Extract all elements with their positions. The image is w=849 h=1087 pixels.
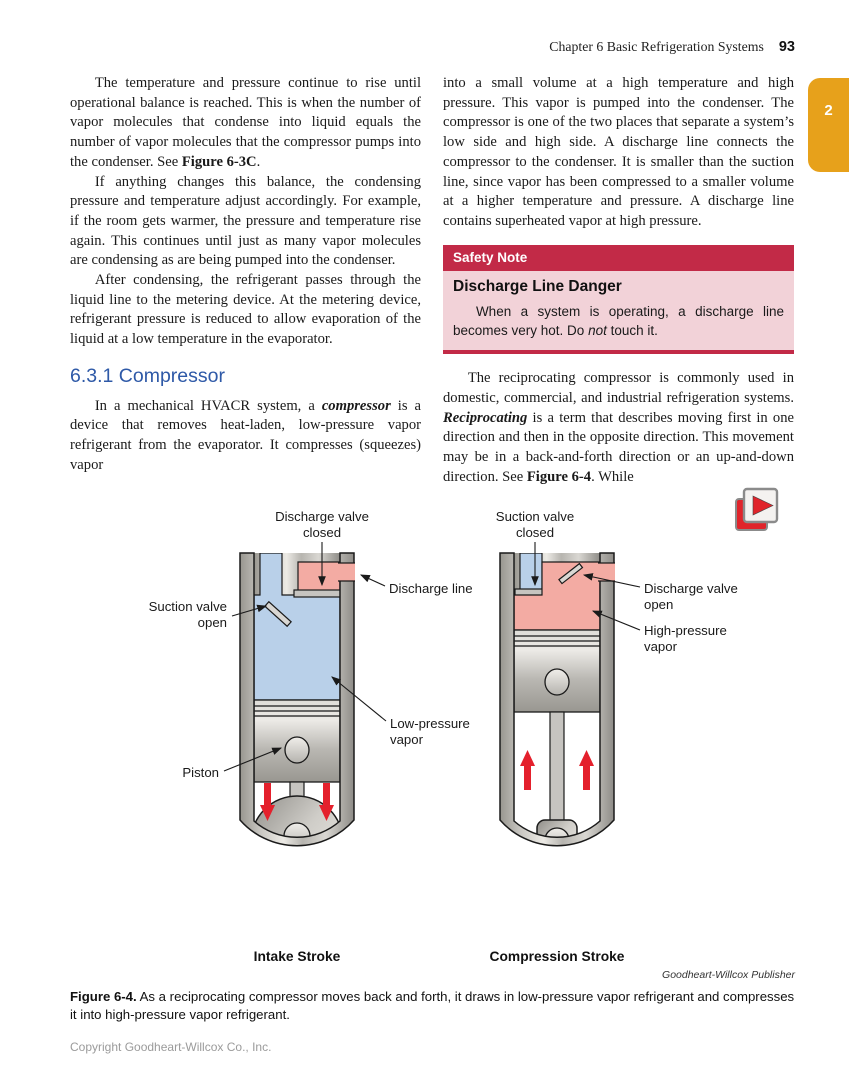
paragraph: In a mechanical HVACR system, a compressor is a device that removes heat-laden, low-pressure vapor refrigerant from the evaporator. It compresses (squeezes) vapor [70, 397, 421, 473]
discharge-valve-closed [294, 590, 341, 597]
chapter-tab-number: 2 [824, 102, 833, 119]
label-discharge-line: Discharge line [389, 581, 473, 596]
label-suction-valve-open: Suction valve [148, 599, 227, 614]
safety-note-kicker: Safety Note [443, 245, 794, 272]
connecting-rod [550, 712, 564, 824]
paragraph: The reciprocating compressor is commonly used in domestic, commercial, and industrial refrigeration systems. Reciprocating is a term that describes moving first in one direction and then in the opposite direction. This movement may be in a back-and-forth direction or an up-and-down direction. See Figure 6-4. While [443, 370, 794, 485]
compressor-diagram [55, 490, 795, 968]
running-header [549, 39, 795, 55]
label-high-pressure-vapor: High-pressure [644, 623, 727, 638]
crank-pin [286, 873, 308, 895]
right-column [443, 74, 794, 488]
safety-note-title: Discharge Line Danger [453, 278, 622, 296]
figure-credit: Goodheart-Willcox Publisher [662, 969, 795, 981]
discharge-line-port [338, 563, 355, 581]
label-piston: Piston [182, 765, 219, 780]
copyright-footer: Copyright Goodheart-Willcox Co., Inc. [70, 1040, 272, 1054]
figure-callouts [149, 509, 738, 964]
figure-6-4 [55, 490, 795, 968]
paragraph: into a small volume at a high temperature and high pressure. This vapor is pumped into the condenser. The compressor is one of the two places that separate a system’s low side and high side. A discharge line connects the compressor to the condenser. It is smaller than the suction line, since vapor has been compressed to a smaller volume at a higher temperature and pressure. A discharge line contains superheated vapor at high pressure. [443, 75, 794, 229]
svg-text:open: open [644, 597, 674, 612]
discharge-chamber [298, 562, 340, 593]
crankshaft [510, 860, 604, 915]
compression-stroke-diagram [500, 553, 615, 915]
video-play-icon[interactable] [733, 486, 779, 536]
label-discharge-valve-open: Discharge valve [644, 581, 738, 596]
crank-pin [543, 872, 571, 900]
paragraph: If anything changes this balance, the condensing pressure and temperature adjust accordingly. For example, if the room gets warmer, the pressure and temperature rise again. This continues until just as many vapor molecules are condensing as are being pumped into the condenser. [70, 173, 421, 269]
text-columns [70, 74, 795, 488]
safety-note-text: When a system is operating, a discharge line becomes very hot. Do not touch it. [453, 304, 784, 339]
svg-text:closed: closed [515, 525, 555, 540]
svg-text:closed: closed [302, 525, 342, 540]
section-heading: 6.3.1 Compressor [70, 364, 225, 387]
paragraph: The temperature and pressure continue to rise until operational balance is reached. This is when the number of vapor molecules that condense into liquid equals the number of vapor molecules that the compressor pumps into the condenser. See Figure 6-3C. [70, 75, 421, 170]
label-low-pressure-vapor: Low-pressure [390, 716, 470, 731]
svg-text:open: open [197, 615, 227, 630]
figure-caption: Figure 6-4. As a reciprocating compressor moves back and forth, it draws in low-pressure vapor refrigerant and compresses it into high-pressure vapor refrigerant. [70, 989, 795, 1022]
figure-reference: Figure 6-4 [526, 468, 592, 485]
left-column [70, 74, 421, 488]
label-suction-valve-closed: Suction valve [495, 509, 575, 524]
wrist-pin [285, 737, 309, 763]
key-term: compressor [321, 397, 391, 414]
key-term: Reciprocating [443, 409, 528, 426]
chapter-tab [808, 78, 849, 172]
figure-reference: Figure 6-3C [181, 153, 257, 170]
svg-text:vapor: vapor [390, 732, 423, 747]
suction-port [520, 553, 542, 593]
safety-note-box [443, 245, 794, 355]
intake-stroke-diagram [240, 553, 355, 906]
svg-text:vapor: vapor [644, 639, 677, 654]
page-number: 93 [778, 39, 795, 55]
running-title: Chapter 6 Basic Refrigeration Systems [549, 39, 764, 54]
label-discharge-valve-closed: Discharge valve [275, 509, 369, 524]
intake-stroke-caption: Intake Stroke [253, 949, 341, 964]
safety-note-body [443, 271, 794, 354]
compression-stroke-caption: Compression Stroke [489, 949, 625, 964]
wrist-pin [545, 669, 569, 695]
paragraph: After condensing, the refrigerant passes through the liquid line to the metering device. At the metering device, refrigerant pressure is reduced to allow evaporation of the liquid at a low temperature in the evaporator. [70, 272, 421, 348]
